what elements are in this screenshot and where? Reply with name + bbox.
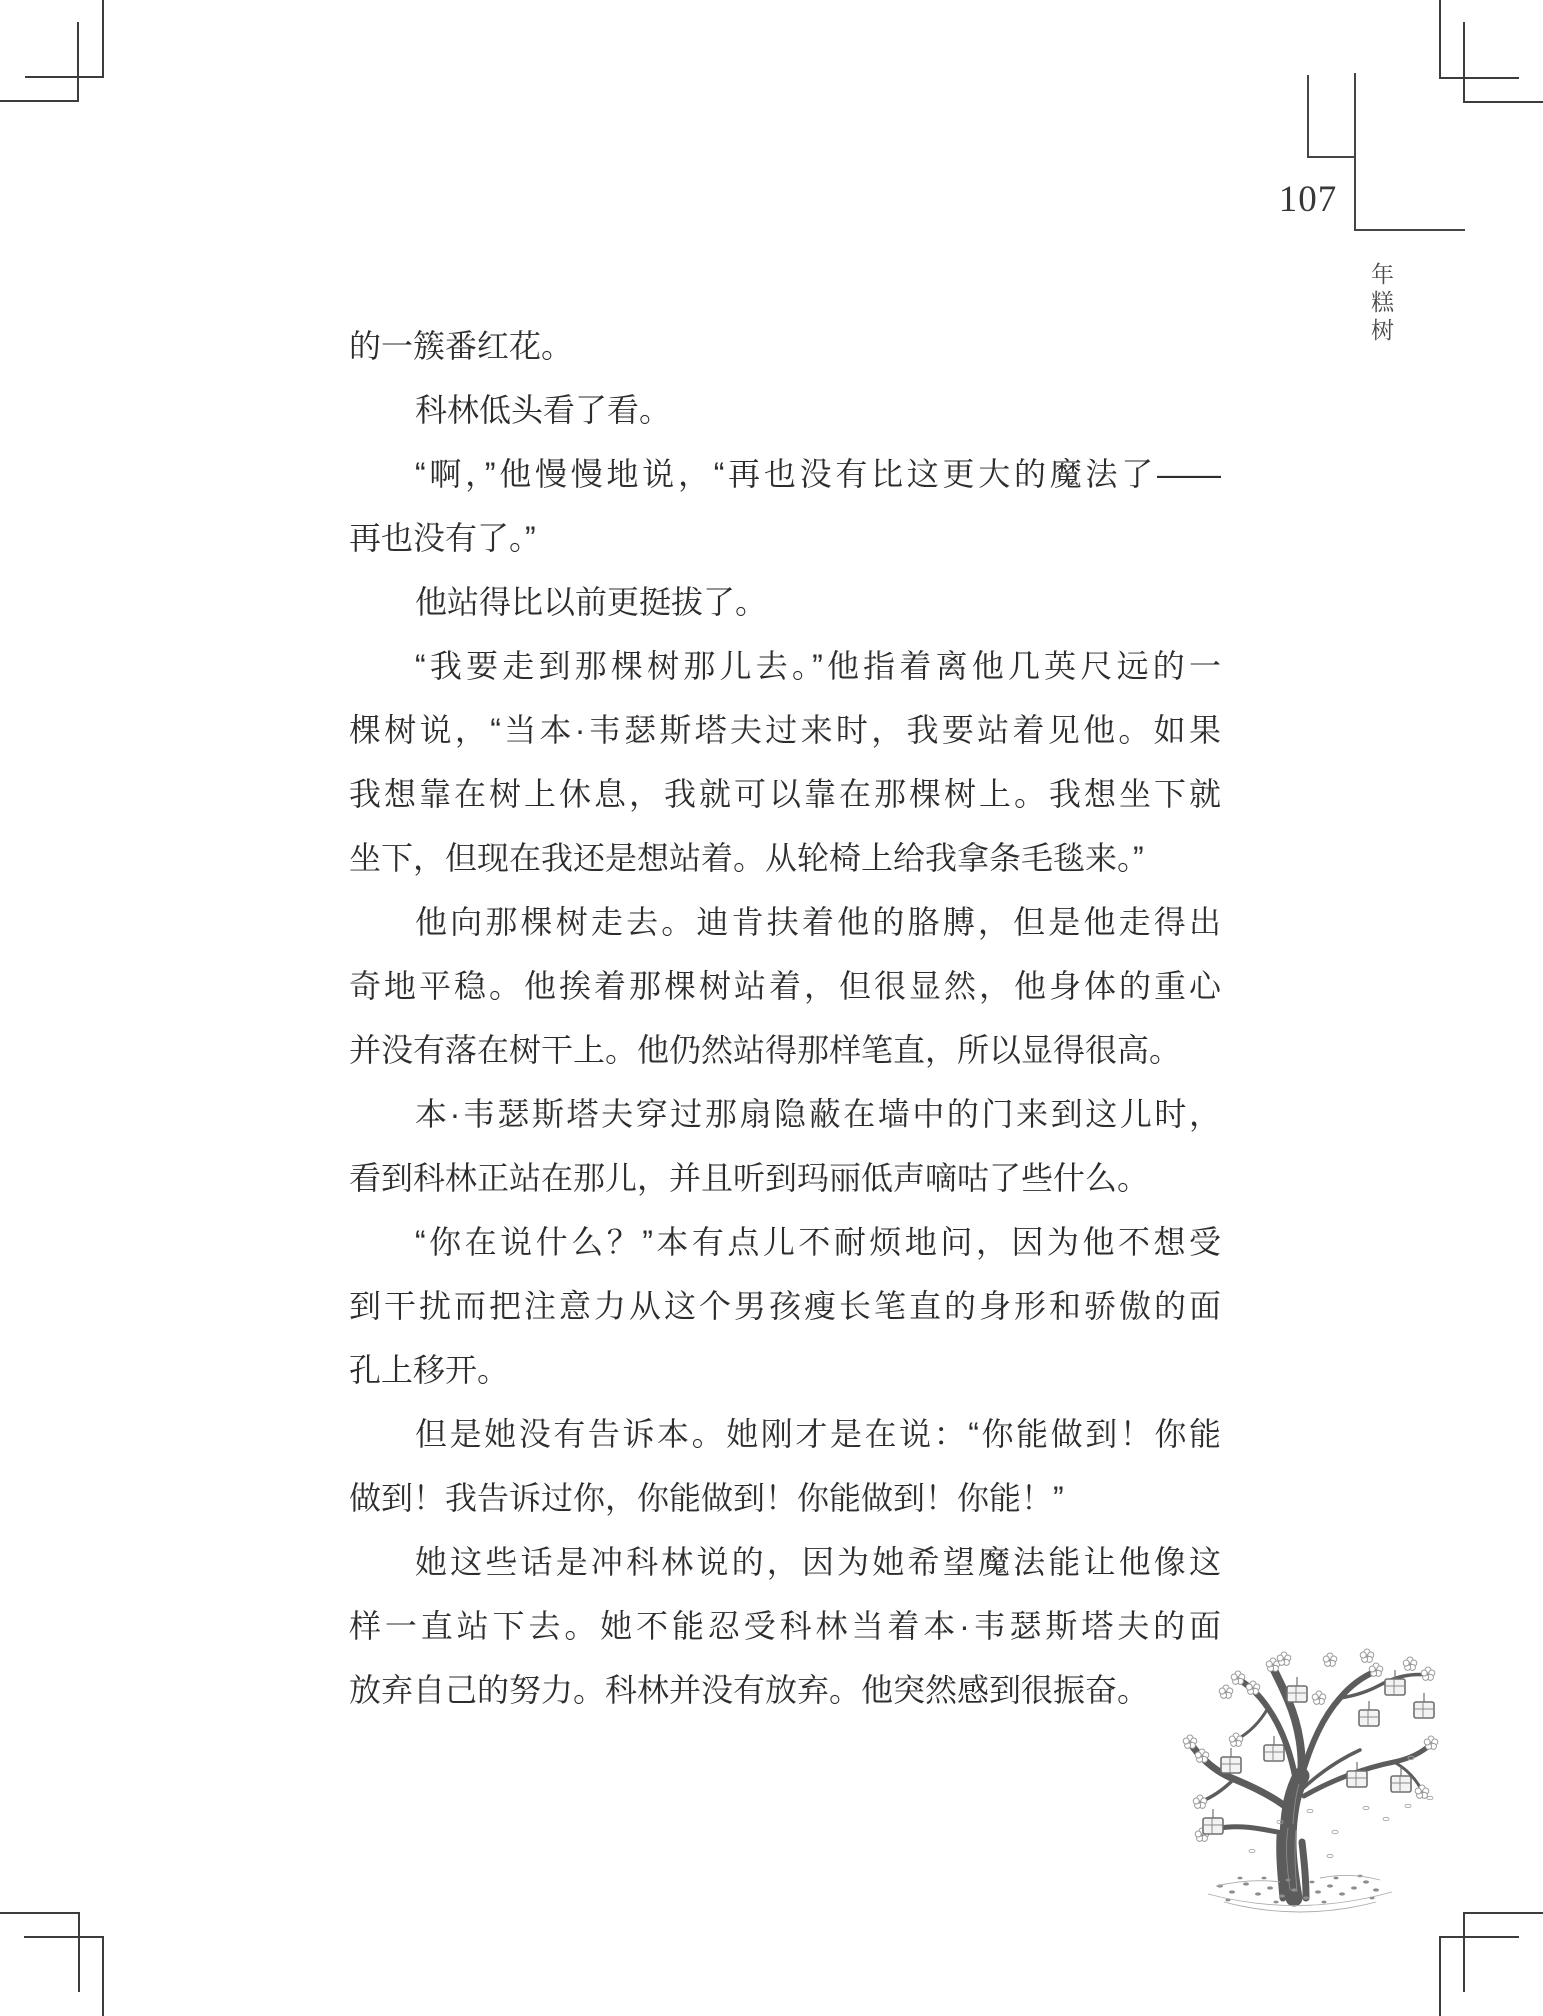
text-line: 他向那棵树走去。迪肯扶着他的胳膊，但是他走得出 — [415, 904, 1221, 940]
text-line: “我要走到那棵树那儿去。”他指着离他几英尺远的一 — [415, 648, 1221, 684]
text-line: 样一直站下去。她不能忍受科林当着本·韦瑟斯塔夫的面 — [349, 1608, 1221, 1644]
text-line: 我想靠在树上休息，我就可以靠在那棵树上。我想坐下就 — [349, 776, 1221, 812]
crop-mark — [0, 100, 79, 102]
crop-mark — [78, 1912, 80, 1992]
rice-cake-tree-illustration — [1180, 1646, 1444, 1916]
crop-mark — [77, 22, 79, 102]
text-line: 看到科林正站在那儿，并且听到玛丽低声嘀咕了些什么。 — [349, 1160, 1150, 1196]
text-line: 但是她没有告诉本。她刚才是在说：“你能做到！你能 — [415, 1416, 1221, 1452]
header-rule — [1307, 75, 1309, 158]
crop-mark — [1463, 1912, 1543, 1914]
text-line: 坐下，但现在我还是想站着。从轮椅上给我拿条毛毯来。” — [349, 840, 1144, 876]
header-rule — [1354, 229, 1465, 231]
chapter-title: 年糕树 — [1368, 262, 1394, 346]
text-line: 棵树说，“当本·韦瑟斯塔夫过来时，我要站着见他。如果 — [349, 712, 1221, 748]
crop-mark — [25, 76, 104, 78]
body-text — [349, 314, 1221, 1722]
crop-mark — [24, 1936, 104, 1938]
text-line: 奇地平稳。他挨着那棵树站着，但很显然，他身体的重心 — [349, 968, 1221, 1004]
crop-mark — [1439, 77, 1519, 79]
crop-mark — [1439, 1936, 1519, 1938]
text-line: 的一簇番红花。 — [349, 328, 574, 364]
text-line: 再也没有了。” — [349, 520, 536, 556]
text-line: 放弃自己的努力。科林并没有放弃。他突然感到很振奋。 — [349, 1672, 1150, 1708]
text-line: 孔上移开。 — [349, 1352, 510, 1388]
header-rule — [1354, 73, 1356, 231]
crop-mark — [0, 1912, 80, 1914]
text-line: 并没有落在树干上。他仍然站得那样笔直，所以显得很高。 — [349, 1032, 1182, 1068]
text-line: 科林低头看了看。 — [415, 392, 672, 428]
crop-mark — [1463, 22, 1465, 103]
text-line: “啊，”他慢慢地说，“再也没有比这更大的魔法了—— — [415, 456, 1221, 492]
text-line: 他站得比以前更挺拔了。 — [415, 584, 768, 620]
crop-mark — [1463, 1912, 1465, 1992]
crop-mark — [1439, 0, 1441, 78]
text-line: 做到！我告诉过你，你能做到！你能做到！你能！” — [349, 1480, 1064, 1516]
page-number: 107 — [1278, 179, 1338, 220]
crop-mark — [102, 0, 104, 78]
crop-mark — [102, 1936, 104, 2016]
text-line: 她这些话是冲科林说的，因为她希望魔法能让他像这 — [415, 1544, 1221, 1580]
crop-mark — [1464, 101, 1543, 103]
text-line: 本·韦瑟斯塔夫穿过那扇隐蔽在墙中的门来到这儿时， — [415, 1096, 1221, 1132]
text-line: 到干扰而把注意力从这个男孩瘦长笔直的身形和骄傲的面 — [349, 1288, 1221, 1324]
text-line: “你在说什么？”本有点儿不耐烦地问，因为他不想受 — [415, 1224, 1221, 1260]
header-rule — [1307, 156, 1356, 158]
crop-mark — [1439, 1936, 1441, 2016]
